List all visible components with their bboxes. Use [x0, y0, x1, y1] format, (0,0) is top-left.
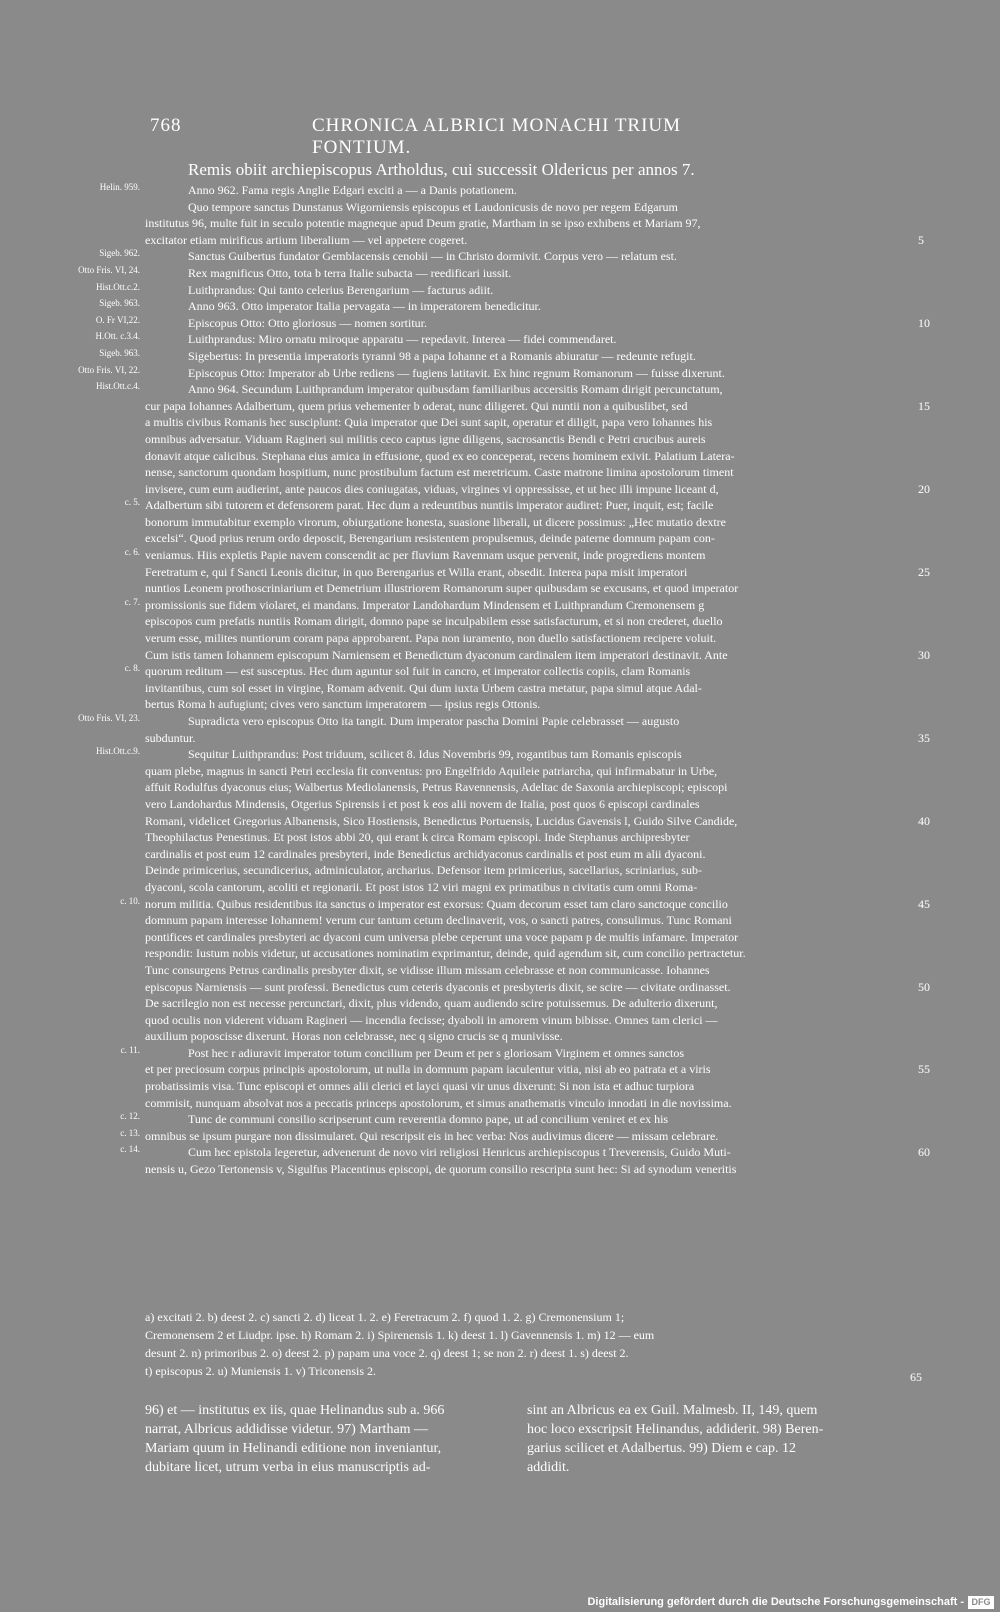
margin-reference: c. 12. — [120, 1111, 140, 1122]
line-text: Episcopus Otto: Otto gloriosus — nomen sortitur. — [188, 315, 427, 330]
variant-line: a) excitati 2. b) deest 2. c) sancti 2. d) liceat 1. 2. e) Feretracum 2. f) quod 1. 2. g) Cremonensium 1; — [145, 1310, 625, 1324]
text-line — [0, 215, 1000, 232]
text-line — [0, 182, 1000, 199]
margin-reference: c. 8. — [124, 663, 140, 674]
text-line — [0, 232, 1000, 249]
text-line — [0, 597, 1000, 614]
line-text: probatissimis visa. Tunc episcopi et omnes alii clerici et layci quasi vir unus dixerunt: Si non ista et adhuc turpiora — [145, 1079, 695, 1094]
running-title: CHRONICA ALBRICI MONACHI TRIUM FONTIUM. — [312, 115, 682, 158]
text-line — [0, 248, 1000, 265]
line-text: Adalbertum sibi tutorem et defensorem parat. Hec dum a redeuntibus nuntiis imperator audiret: Puer, inquit, est; facile — [145, 498, 714, 513]
line-text: Remis obiit archiepiscopus Artholdus, cui successit Oldericus per annos 7. — [188, 160, 695, 179]
text-line — [0, 1111, 1000, 1128]
line-text: excelsi“. Quod prius rerum ordo deposcit, Berengarium resistentem propulsemus, deinde paterne domnum papam con- — [145, 531, 715, 546]
margin-reference: c. 6. — [124, 547, 140, 558]
text-line — [0, 547, 1000, 564]
text-line — [0, 796, 1000, 813]
margin-reference: c. 14. — [120, 1144, 140, 1155]
text-line — [0, 1144, 1000, 1161]
line-number: 55 — [918, 1062, 930, 1077]
variant-line: t) episcopus 2. u) Muniensis 1. v) Triconensis 2. — [145, 1364, 376, 1378]
line-text: Luithprandus: Miro ornatu miroque apparatu — repedavit. Interea — fidei commendaret. — [188, 332, 617, 347]
line-text: Supradicta vero episcopus Otto ita tangit. Dum imperator pascha Domini Papie celebrasset — augusto — [188, 714, 680, 728]
variant-line: Cremonensem 2 et Liudpr. ipse. h) Romam 2. i) Spirenensis 1. k) deest 1. l) Gavennensis 1. m) 12 — eum — [145, 1328, 655, 1342]
line-text: Luithprandus: Qui tanto celerius Berengarium — facturus adiit. — [188, 282, 494, 297]
text-line — [0, 1161, 1000, 1178]
line-number: 65 — [910, 1370, 922, 1384]
line-text: episcopos cum prefatis nuntiis Romam dirigit, domno pape se inculpabilem esse satisfacturum, et si non crederet, duello — [145, 614, 723, 629]
margin-reference: Sigeb. 962. — [99, 248, 140, 259]
text-line — [0, 829, 1000, 846]
line-text: a multis civibus Romanis hec susciplunt: Quia imperator que Dei sunt sapit, operatur et diligit, papa vero Iohannes his — [145, 415, 713, 430]
line-text: quod oculis non viderent viduam Ragineri — incendia fecisse; dyaboli in amorem vinum bibisse. Omnes tam clerici — — [145, 1012, 718, 1027]
text-line — [0, 929, 1000, 946]
text-line — [0, 663, 1000, 680]
line-text: Deinde primicerius, secundicerius, adminiculator, archarius. Defensor item primicerius, sacellarius, scriniarius, sub- — [145, 863, 703, 878]
text-line — [0, 630, 1000, 647]
line-text: Tunc de communi consilio scripserunt cum reverentia domno pape, ut ad concilium veniret et ex his — [188, 1112, 669, 1127]
text-line — [0, 381, 1000, 398]
text-line — [0, 315, 1000, 332]
text-line — [0, 945, 1000, 962]
footnote-line: addidit. — [527, 1460, 570, 1475]
line-text: domnum papam interesse Iohannem! verum cur tantum cetum declinaverit, vos, o sancti patres, consulimus. Tunc Romani — [145, 913, 732, 928]
footnotes-left-column — [145, 1401, 505, 1477]
line-text: bertus Roma h aufugiunt; cives vero sanctum imperatorem — ipsius regis Ottonis. — [145, 697, 541, 712]
text-line — [0, 564, 1000, 581]
text-line — [0, 199, 1000, 216]
footnote-line: dubitare licet, utrum verba in eius manuscriptis ad- — [145, 1460, 431, 1475]
line-text: dyaconi, scola cantorum, acoliti et regionarii. Et post istos 12 viri magni ex primatibus n civitatis cum omni Roma- — [145, 879, 698, 894]
margin-reference: Otto Fris. VI, 24. — [78, 264, 140, 275]
text-line — [0, 1078, 1000, 1095]
text-line — [0, 713, 1000, 730]
text-line — [0, 763, 1000, 780]
line-text: Theophilactus Penestinus. Et post istos abbi 20, qui erant k circa Romam episcopi. Inde Stephanus archipresbyter — [145, 830, 690, 845]
line-text: invitantibus, cum sol esset in virgine, Romam advenit. Qui dum iuxta Urbem castra metatur, papa simul atque Adal- — [145, 680, 702, 695]
text-line — [0, 580, 1000, 597]
text-line — [0, 481, 1000, 498]
text-line — [0, 365, 1000, 382]
line-text: Sigebertus: In presentia imperatoris tyranni 98 a papa Iohanne et a Romanis abiuratur — redeunte refugit. — [188, 348, 696, 363]
line-text: pontifices et cardinales presbyteri ac dyaconi cum universa plebe ceperunt una voce papam p de multis infamare. Imperator — [145, 929, 739, 944]
line-text: Sequitur Luithprandus: Post triduum, scilicet 8. Idus Novembris 99, rogantibus tam Romanis episcopis — [188, 747, 682, 762]
line-text: Feretratum e, qui f Sancti Leonis dicitur, in quo Berengarius et Willa erant, obsedit. Interea papa misit imperatori — [145, 564, 688, 579]
text-line — [0, 497, 1000, 514]
text-line — [0, 348, 1000, 365]
line-text: norum militia. Quibus residentibus ita sanctus o imperator est exorsus: Quam decorum esset tam claro sanctoque concilio — [145, 896, 728, 911]
line-text: promissionis sue fidem violaret, ei mandans. Imperator Landohardum Mindensem et Luithprandum Cremonensem g — [145, 597, 705, 612]
line-text: Anno 962. Fama regis Anglie Edgari exciti a — a Danis potationem. — [188, 183, 517, 197]
footnote-line: 96) et — institutus ex iis, quae Helinandus sub a. 966 — [145, 1403, 445, 1418]
text-line — [0, 1061, 1000, 1078]
text-line — [0, 158, 1000, 182]
footnote-line: garius scilicet et Adalbertus. 99) Diem e cap. 12 — [527, 1441, 797, 1456]
line-number: 5 — [918, 232, 924, 247]
line-text: De sacrilegio non est necesse percunctari, dixit, plus videndo, quam audiendo scire potuissemus. De adulterio dixerunt, — [145, 996, 718, 1011]
text-line — [0, 730, 1000, 747]
line-text: nensis u, Gezo Tertonensis v, Sigulfus Placentinus episcopi, de quorum consilio rescripta sunt hec: Si ad synodum veneritis — [145, 1162, 737, 1177]
text-line — [0, 431, 1000, 448]
margin-reference: c. 11. — [120, 1044, 140, 1055]
margin-reference: H.Ott. c.3.4. — [95, 331, 140, 342]
text-line — [0, 846, 1000, 863]
line-text: Post hec r adiuravit imperator totum concilium per Deum et per s gloriosam Virginem et omnes sanctos — [188, 1045, 685, 1060]
line-text: subduntur. — [145, 730, 196, 745]
text-line — [0, 696, 1000, 713]
line-text: nense, sanctorum quondam hospitium, nunc prostibulum factum est meretricum. Caste matrone limina apostolorum timent — [145, 465, 734, 480]
text-line — [0, 1095, 1000, 1112]
line-text: Anno 963. Otto imperator Italia pervagata — in imperatorem benedicitur. — [188, 299, 541, 314]
line-text: institutus 96, multe fuit in seculo potentie magneque apud Deum gratie, Martham in se ipso exhibens et Mariam 97, — [145, 216, 701, 231]
text-line — [0, 912, 1000, 929]
footnotes — [145, 1401, 905, 1491]
line-text: Episcopus Otto: Imperator ab Urbe rediens — fugiens latitavit. Ex hinc regnum Romanorum — fuisse dixerunt. — [188, 365, 725, 380]
text-line — [0, 680, 1000, 697]
line-text: Tunc consurgens Petrus cardinalis presbyter dixit, se vidisse illum missam celebrasse et non communicasse. Iohannes — [145, 962, 710, 977]
text-line — [0, 414, 1000, 431]
text-line — [0, 779, 1000, 796]
line-text: invisere, cum eum audierint, ante paucos dies coniugatas, viduas, virgines vi oppressisse, et ut hec illi impune liceant d, — [145, 481, 719, 496]
footnote-line: hoc loco exscripsit Helinandus, addiderit. 98) Beren- — [527, 1422, 824, 1437]
margin-reference: O. Fr VI,22. — [95, 314, 140, 325]
line-number: 35 — [918, 730, 930, 745]
margin-reference: Hist.Ott.c.4. — [96, 381, 140, 392]
page-header — [150, 115, 750, 158]
footnote-line: narrat, Albricus addidisse videtur. 97) Martham — — [145, 1422, 429, 1437]
margin-reference: Sigeb. 963. — [99, 347, 140, 358]
line-text: vero Landohardus Mindensis, Otgerius Spirensis i et post k eos alii novem de Italia, post quos 6 episcopi cardinales — [145, 796, 700, 811]
text-line — [0, 647, 1000, 664]
margin-reference: Hist.Ott.c.9. — [96, 746, 140, 757]
line-text: auxilium poposcisse dixerunt. Horas non celebrasse, nec q signo crucis se q munivisse. — [145, 1029, 563, 1044]
margin-reference: Otto Fris. VI, 23. — [78, 713, 140, 723]
line-number: 20 — [918, 481, 930, 496]
text-line — [0, 464, 1000, 481]
line-text: cardinalis et post eum 12 cardinales presbyteri, inde Benedictus archidyaconus cardinalis et post eum m alii dyaconi. — [145, 846, 706, 861]
margin-reference: Otto Fris. VI, 22. — [78, 364, 140, 375]
line-text: quam plebe, magnus in sancti Petri ecclesia fit conventus: pro Engelfrido Aquileie patriarcha, qui infirmabatur in Urbe, — [145, 763, 718, 778]
line-text: episcopus Narniensis — sunt professi. Benedictus cum ceteris dyaconis et presbyteris dixit, se scire — civitate ordinasset. — [145, 979, 731, 994]
text-line — [0, 862, 1000, 879]
margin-reference: Hist.Ott.c.2. — [96, 281, 140, 292]
text-line — [0, 1045, 1000, 1062]
funding-notice: Digitalisierung gefördert durch die Deutsche Forschungsgemeinschaft - — [587, 1596, 964, 1608]
line-number: 45 — [918, 896, 930, 911]
margin-reference: c. 13. — [120, 1127, 140, 1138]
line-text: Anno 964. Secundum Luithprandum imperator quibusdam familiaribus accersitis Romam dirigit percunctatum, — [188, 382, 723, 397]
line-text: nuntios Leonem prothoscriniarium et Demetrium illustriorem Romanorum super quibusdam se excusans, et quod imperator — [145, 581, 739, 596]
margin-reference: Sigeb. 963. — [99, 298, 140, 309]
line-text: Cum hec epistola legeretur, advenerunt de novo viri religiosi Henricus archiepiscopus t Treverensis, Guido Muti- — [188, 1145, 731, 1160]
line-number: 15 — [918, 398, 930, 413]
margin-reference: Helin. 959. — [99, 182, 140, 192]
text-line — [0, 995, 1000, 1012]
footnote-line: Mariam quum in Helinandi editione non inveniantur, — [145, 1441, 442, 1456]
text-line — [0, 879, 1000, 896]
text-line — [0, 448, 1000, 465]
text-line — [0, 331, 1000, 348]
text-line — [0, 514, 1000, 531]
line-number: 50 — [918, 979, 930, 994]
text-line — [0, 398, 1000, 415]
line-text: et per preciosum corpus principis apostolorum, ut nulla in domnum papam iaculentur vitia, nisi ab eo patrata et a viris — [145, 1062, 711, 1077]
line-number: 10 — [918, 315, 930, 330]
line-text: veniamus. Hiis expletis Papie navem conscendit ac per fluvium Ravennam usque pervenit, inde progrediens montem — [145, 548, 706, 563]
text-line — [0, 1012, 1000, 1029]
line-text: commisit, nunquam absolvat nos a peccatis princeps apostolorum, et simus anathematis vinculo innodati in die novissima. — [145, 1095, 732, 1110]
line-text: affuit Rodulfus dyaconus eius; Walbertus Mediolanensis, Petrus Ravennensis, Adeltac de Saxonia archiepiscopi; episcopi — [145, 780, 728, 795]
text-line — [0, 613, 1000, 630]
line-text: verum esse, milites nuntiorum coram papa approbarent. Papa non iuramento, non duello satisfactionem recipere voluit. — [145, 631, 717, 646]
line-text: Sanctus Guibertus fundator Gemblacensis cenobii — in Christo dormivit. Corpus vero — relatum est. — [188, 249, 677, 264]
text-line — [0, 813, 1000, 830]
variant-line: desunt 2. n) primoribus 2. o) deest 2. p) papam una voce 2. q) deest 1; se non 2. r) deest 1. s) deest 2. — [145, 1346, 629, 1360]
text-line — [0, 1128, 1000, 1145]
footer — [0, 1590, 1000, 1612]
line-text: donavit atque calicibus. Stephana eius amica in effusione, quod ex eo conceperat, recens hominem exivit. Palatium Latera- — [145, 448, 735, 463]
line-text: omnibus se ipsum purgare non dissimularet. Qui rescripsit eis in hec verba: Nos audivimus dicere — missam celebrare. — [145, 1128, 719, 1143]
page-number: 768 — [150, 115, 182, 136]
footnotes-right-column — [527, 1401, 887, 1477]
text-line — [0, 298, 1000, 315]
text-line — [0, 962, 1000, 979]
main-text — [0, 158, 1000, 1178]
text-line — [0, 746, 1000, 763]
line-number: 60 — [918, 1145, 930, 1160]
line-text: cur papa Iohannes Adalbertum, quem prius vehementer b oderat, nunc diligeret. Qui nuntii non a quibuslibet, sed — [145, 398, 688, 413]
line-text: Rex magnificus Otto, tota b terra Italie subacta — reedificari iussit. — [188, 265, 512, 280]
text-line — [0, 896, 1000, 913]
text-line — [0, 265, 1000, 282]
line-number: 40 — [918, 813, 930, 828]
line-number: 30 — [918, 647, 930, 662]
variant-readings — [145, 1308, 905, 1380]
line-text: Romani, videlicet Gregorius Albanensis, Sico Hostiensis, Benedictus Portuensis, Lucidus Gavensis l, Guido Silve Candide, — [145, 813, 738, 828]
line-text: Cum istis tamen Iohannem episcopum Narniensem et Benedictum dyaconum cardinalem item imperatori destinavit. Ante — [145, 647, 728, 662]
text-line — [0, 979, 1000, 996]
margin-reference: c. 5. — [124, 497, 140, 508]
line-text: bonorum immutabitur exemplo virorum, obiurgatione honesta, suasione liberali, ut dicere possimus: „Hec mutatio dextre — [145, 514, 726, 529]
text-line — [0, 530, 1000, 547]
dfg-logo: DFG — [968, 1596, 994, 1609]
line-text: omnibus adversatur. Viduam Ragineri sui militis ceco captus igne diligens, sacrosanctis Bendi c Petri crucibus aureis — [145, 431, 706, 446]
line-number: 25 — [918, 564, 930, 579]
margin-reference: c. 7. — [124, 596, 140, 607]
line-text: quorum reditum — est susceptus. Hec dum aguntur sol fuit in cancro, et imperator collectis copiis, clam Romanis — [145, 664, 691, 679]
text-line — [0, 282, 1000, 299]
footnote-line: sint an Albricus ea ex Guil. Malmesb. II, 149, quem — [527, 1403, 818, 1418]
line-text: excitator etiam mirificus artium liberalium — vel appetere cogeret. — [145, 232, 468, 247]
line-text: Quo tempore sanctus Dunstanus Wigorniensis episcopus et Laudonicusis de novo per regem Edgarum — [188, 199, 678, 214]
line-text: respondit: Iustum nobis videtur, ut accusationes nominatim exprimantur, deinde, quid agendum sit, cum concilio pertractetur. — [145, 946, 746, 961]
margin-reference: c. 10. — [120, 895, 140, 906]
text-line — [0, 1028, 1000, 1045]
